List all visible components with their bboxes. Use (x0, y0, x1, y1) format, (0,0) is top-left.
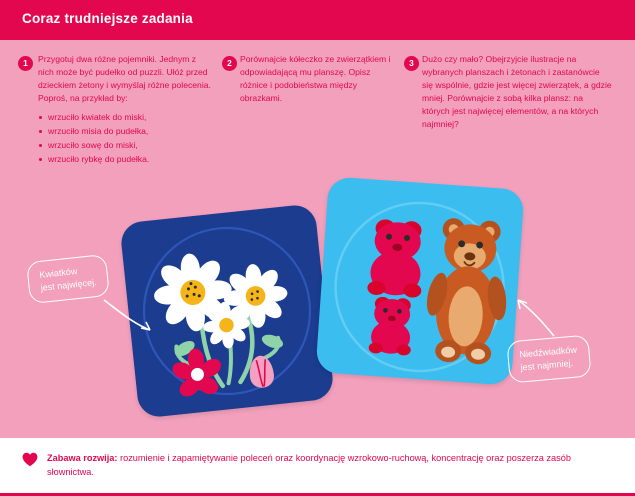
task-number-badge-3: 3 (404, 56, 419, 71)
list-item: wrzuciło rybkę do pudełka. (38, 153, 213, 166)
speech-bubble-right-line2: jest najmniej. (520, 357, 574, 373)
task-block-3 (422, 53, 612, 131)
page-title: Coraz trudniejsze zadania (22, 11, 193, 26)
list-item: wrzuciło misia do pudełka, (38, 125, 213, 138)
task-text-3: Dużo czy mało? Obejrzyjcie ilustracje na wybranych planszach i żetonach i zastanówcie się wspólnie, gdzie jest więcej zwierzątek, a gdzie mniej. Porównajcie z sobą kilka plansz: na których jest najwięcej elementów, a na których najmniej? (422, 54, 612, 130)
speech-bubble-left-line2: jest najwięcej. (40, 277, 98, 293)
footer-lead: Zabawa rozwija: (47, 453, 118, 463)
task-block-2 (240, 53, 395, 105)
footer-body: rozumienie i zapamiętywanie poleceń oraz koordynację wzrokowo-ruchową, koncentrację oraz poszerza zasób słownictwa. (47, 453, 571, 478)
page-footer (0, 438, 635, 496)
bears-card (315, 176, 524, 385)
speech-bubble-right-line1: Niedźwiadków (519, 344, 578, 360)
speech-bubble-left (26, 254, 110, 304)
footer-text (47, 451, 613, 480)
page-header (0, 0, 635, 40)
task-number-badge-2: 2 (222, 56, 237, 71)
list-item: wrzuciło kwiatek do miski, (38, 111, 213, 124)
speech-bubble-right (506, 335, 591, 384)
heart-icon (22, 452, 38, 472)
task-1-bullet-list (38, 111, 213, 166)
list-item: wrzuciło sowę do miski, (38, 139, 213, 152)
flowers-card (119, 203, 334, 418)
task-number-badge-1: 1 (18, 56, 33, 71)
task-block-1 (38, 53, 213, 168)
task-text-2: Porównajcie kółeczko ze zwierzątkiem i odpowiadającą mu planszę. Opisz różnice i podobieństwa między obrazkami. (240, 54, 391, 104)
speech-bubble-left-line1: Kwiatków (38, 266, 78, 280)
task-text-1: Przygotuj dwa różne pojemniki. Jednym z nich może być pudełko od puzzli. Ułóż przed dzieckiem żetony i wymyślaj różne polecenia. Poproś, na przykład by: (38, 54, 211, 104)
